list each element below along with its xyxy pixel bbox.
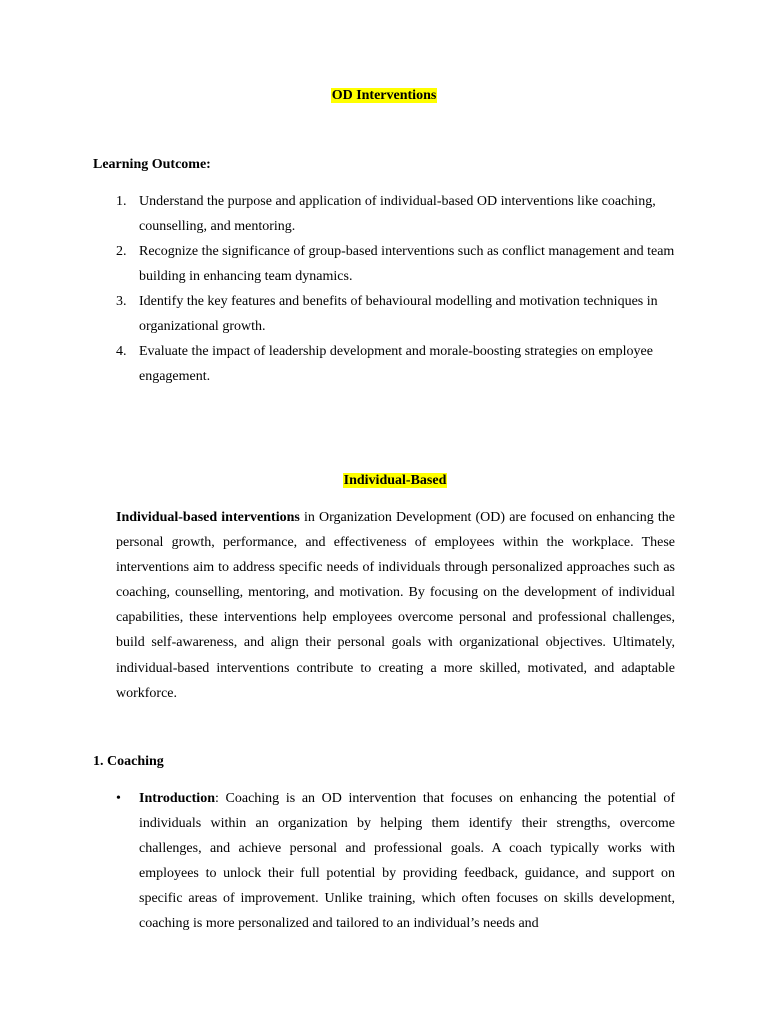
document-title bbox=[0, 87, 768, 105]
section-highlight: Individual-Based bbox=[343, 473, 447, 488]
list-item-number: 1. bbox=[116, 194, 127, 209]
list-item bbox=[116, 339, 679, 389]
bullet-icon: • bbox=[116, 791, 121, 806]
list-item-text: Understand the purpose and application of individual-based OD interventions like coaching, counselling, and mentoring. bbox=[139, 194, 656, 234]
list-item bbox=[116, 289, 679, 339]
individual-based-heading bbox=[0, 472, 768, 490]
list-item-number: 4. bbox=[116, 344, 127, 359]
list-item-number: 2. bbox=[116, 244, 127, 259]
individual-based-paragraph bbox=[116, 505, 675, 706]
list-item-number: 3. bbox=[116, 294, 127, 309]
coaching-bullet-list bbox=[116, 786, 675, 937]
learning-outcome-list bbox=[116, 189, 679, 389]
list-item bbox=[116, 786, 675, 937]
learning-outcome-heading: Learning Outcome: bbox=[93, 157, 211, 172]
list-item bbox=[116, 189, 679, 239]
title-highlight: OD Interventions bbox=[331, 88, 437, 103]
paragraph-body: in Organization Development (OD) are focused on enhancing the personal growth, performance, and effectiveness of employees within the workplace. These interventions aim to address specific needs of individuals through personalized approaches such as coaching, counselling, mentoring, and motivation. By focusing on the development of individual capabilities, these interventions help employees overcome personal and professional challenges, build self-awareness, and align their personal goals with organizational objectives. Ultimately, individual-based interventions contribute to creating a more skilled, motivated, and adaptable workforce. bbox=[116, 510, 675, 701]
list-item-text: Identify the key features and benefits of behavioural modelling and motivation techniques in organizational growth. bbox=[139, 294, 658, 334]
bullet-text: : Coaching is an OD intervention that focuses on enhancing the potential of individuals within an organization by helping them identify their strengths, overcome challenges, and achieve personal and professional goals. A coach typically works with employees to unlock their full potential by providing feedback, guidance, and support on specific areas of improvement. Unlike training, which often focuses on skills development, coaching is more personalized and tailored to an individual’s needs and bbox=[139, 791, 675, 932]
coaching-heading: 1. Coaching bbox=[93, 754, 164, 769]
bullet-label: Introduction bbox=[139, 791, 215, 806]
list-item bbox=[116, 239, 679, 289]
list-item-text: Evaluate the impact of leadership development and morale-boosting strategies on employee engagement. bbox=[139, 344, 653, 384]
list-item-text: Recognize the significance of group-based interventions such as conflict management and team building in enhancing team dynamics. bbox=[139, 244, 675, 284]
paragraph-lead: Individual-based interventions bbox=[116, 510, 300, 525]
